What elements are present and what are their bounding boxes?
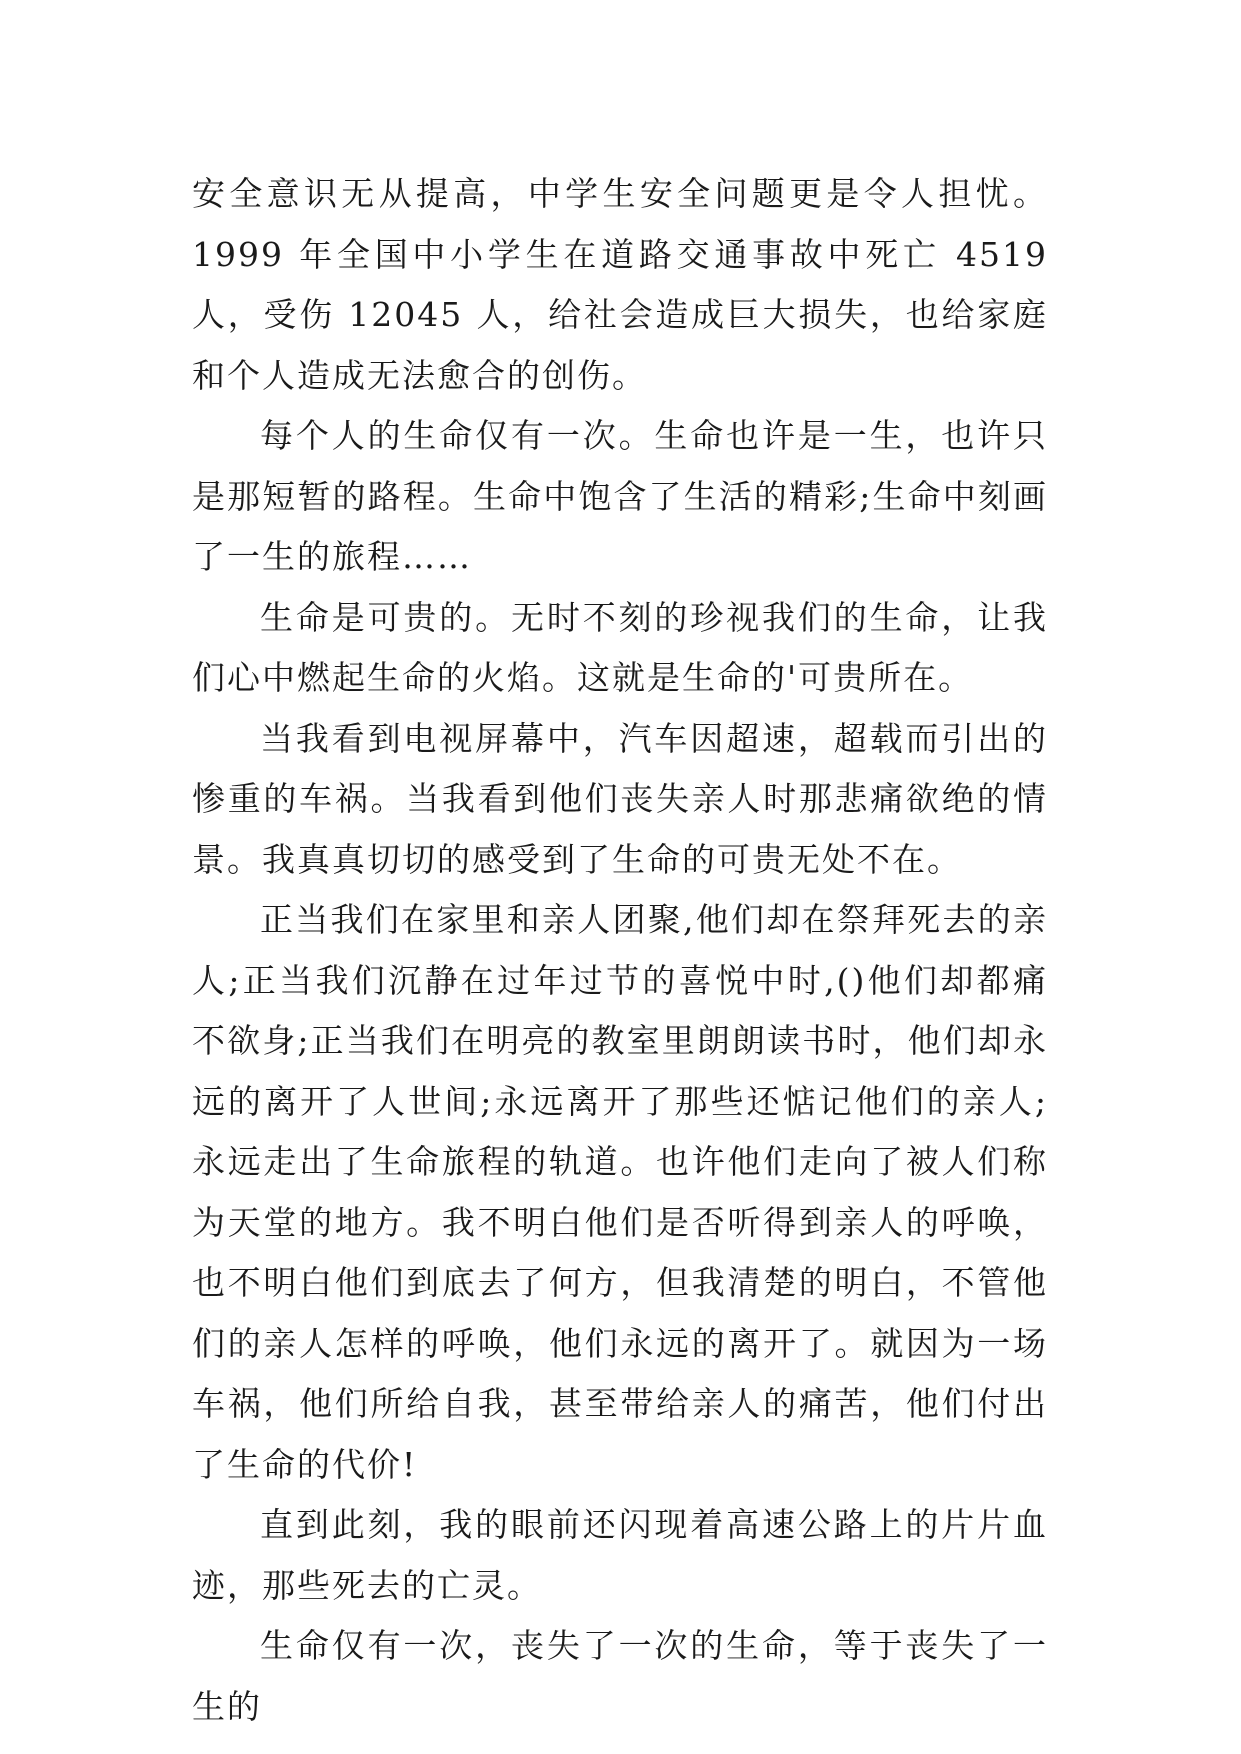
paragraph-6: 直到此刻，我的眼前还闪现着高速公路上的片片血迹，那些死去的亡灵。 [192,1505,1048,1605]
paragraph-5: 正当我们在家里和亲人团聚,他们却在祭拜死去的亲人;正当我们沉静在过年过节的喜悦中时,()他们却都痛不欲身;正当我们在明亮的教室里朗朗读书时，他们却永远的离开了人世间;永远离开了那些还惦记他们的亲人;永远走出了生命旅程的轨道。也许他们走向了被人们称为天堂的地方。我不明白他们是否听得到亲人的呼唤，也不明白他们到底去了何方，但我清楚的明白，不管他们的亲人怎样的呼唤，他们永远的离开了。就因为一场车祸，他们所给自我，甚至带给亲人的痛苦，他们付出了生命的代价! [192,900,1048,1484]
paragraph-4: 当我看到电视屏幕中，汽车因超速，超载而引出的惨重的车祸。当我看到他们丧失亲人时那悲痛欲绝的情景。我真真切切的感受到了生命的可贵无处不在。 [192,718,1048,879]
paragraph-7: 生命仅有一次，丧失了一次的生命，等于丧失了一生的 [192,1626,1048,1726]
paragraph-2: 每个人的生命仅有一次。生命也许是一生，也许只是那短暂的路程。生命中饱含了生活的精彩;生命中刻画了一生的旅程…… [192,416,1048,576]
paragraph-1: 安全意识无从提高，中学生安全问题更是令人担忧。1999 年全国中小学生在道路交通事故中死亡 4519 人，受伤 12045 人，给社会造成巨大损失，也给家庭和个人造成无法愈合的创伤。 [192,174,1048,395]
paragraph-3: 生命是可贵的。无时不刻的珍视我们的生命，让我们心中燃起生命的火焰。这就是生命的'可贵所在。 [192,597,1048,697]
document-body [192,164,1048,1737]
